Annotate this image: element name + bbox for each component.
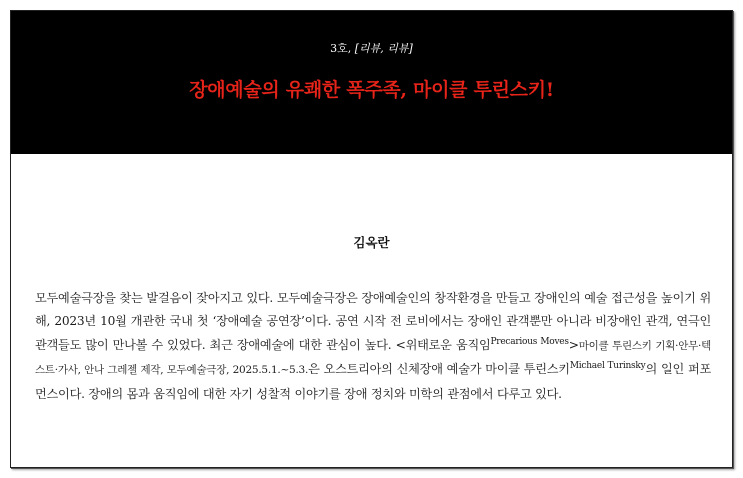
bracket-close: > (568, 337, 579, 352)
article-header (11, 11, 732, 154)
body-text-3: 의 일인 퍼포먼스이다. 장애의 몸과 움직임에 대한 자기 성찰적 이야기를 장애 정치와 미학의 관점에서 다루고 있다. (35, 362, 711, 401)
issue-number: 3호, (330, 42, 355, 55)
original-title-sup: Precarious Moves (490, 336, 569, 347)
author-name: 김옥란 (353, 235, 390, 250)
issue-label (11, 40, 732, 56)
issue-category: [리뷰, 리뷰] (354, 42, 413, 55)
article-body (35, 287, 711, 406)
body-text-2: 은 오스트리아의 신체장애 예술가 마이클 투린스키 (308, 362, 570, 377)
body-text-1: 모두예술극장을 찾는 발걸음이 잦아지고 있다. 모두예술극장은 장애예술인의 창작환경을 만들고 장애인의 예술 접근성을 높이기 위해, 2023년 10월 개관한 국내 첫 ‘장애예술 공연장’이다. 공연 시작 전 로비에서는 장애인 관객뿐만 아니라 비장애인 관객, 연극인 관객들도 많이 만나볼 수 있었다. 최근 장애예술에 대한 관심이 높다. <위태로운 움직임 (35, 291, 711, 352)
performance-credits: 마이클 투린스키 기획·안무·텍스트·가사, 안나 그레젤 제작, 모두예술극장, 2025.5.1.~5.3. (35, 339, 711, 377)
article-title: 장애예술의 유쾌한 폭주족, 마이클 투린스키! (189, 79, 554, 101)
artist-name-sup: Michael Turinsky (569, 361, 646, 372)
article-frame (10, 10, 733, 468)
